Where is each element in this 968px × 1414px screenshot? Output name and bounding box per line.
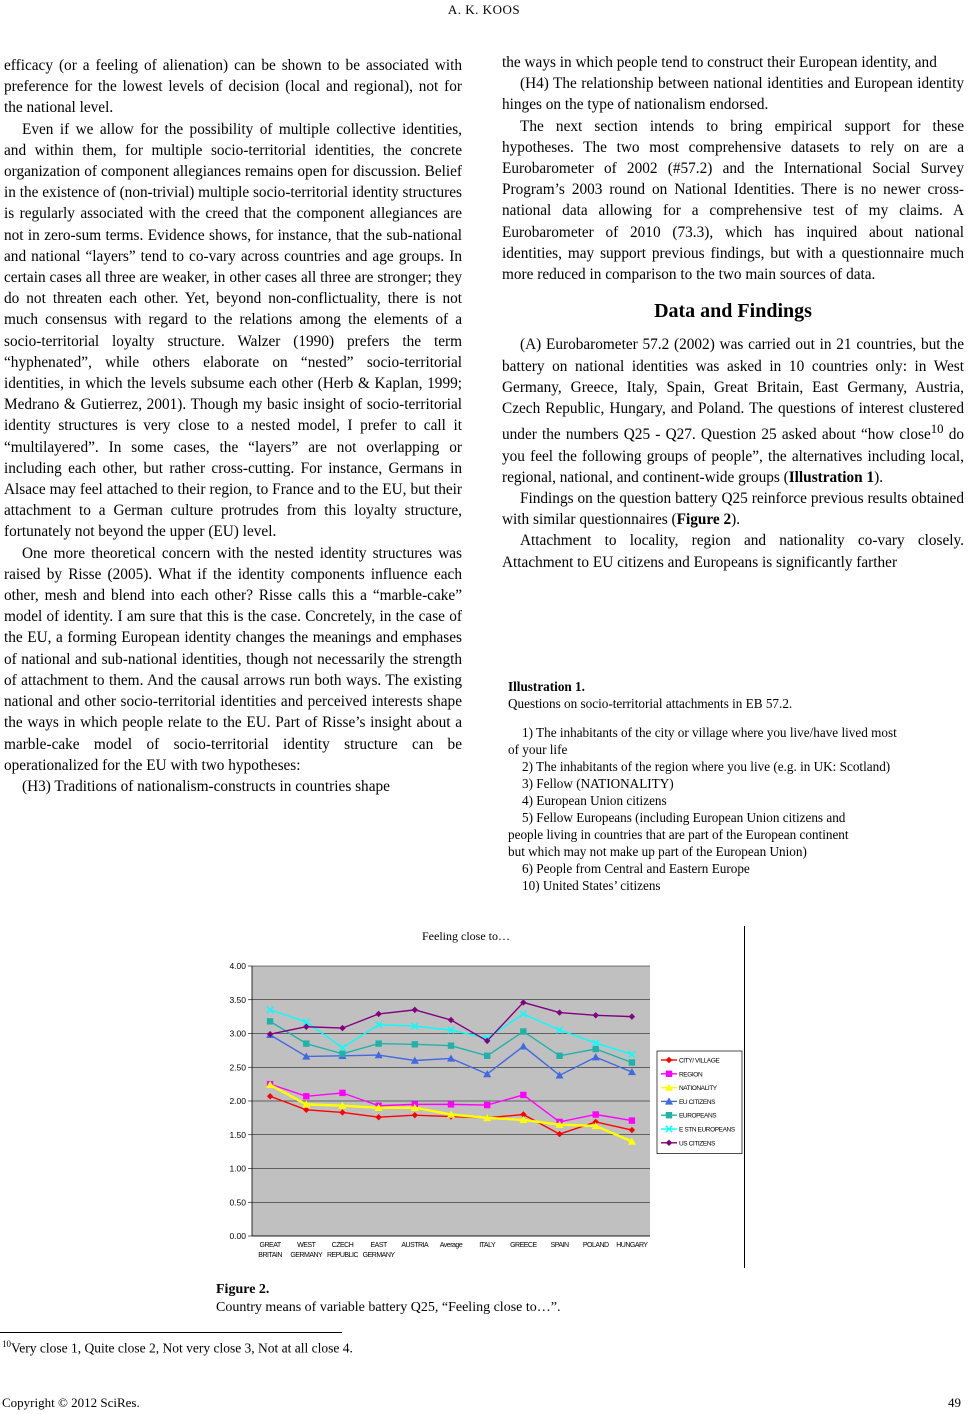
y-tick-label: 3.00 xyxy=(229,1028,246,1039)
illustration-item: people living in countries that are part of the European continent xyxy=(508,827,849,842)
data-point xyxy=(303,1093,309,1099)
data-point xyxy=(448,1042,454,1048)
left-column xyxy=(4,55,462,797)
p4-text-b: do you feel the following groups of people”, the alternatives including local, regional, national, and continent-wide groups ( xyxy=(502,426,964,486)
right-paragraph-3: The next section intends to bring empirical support for these hypotheses. The two most comprehensive datasets to rely on are a Eurobarometer of 2002 (#57.2) and the International Social Survey Program’s 2003 round on National Identities. There is no newer cross-national data allowing for a comprehensive test of my claims. A Eurobarometer of 2010 (73.3), which has inquired about national identities, may support previous findings, but with a questionnaire much more reduced in comparison to the two main sources of data. xyxy=(502,117,964,284)
data-point xyxy=(484,1053,490,1059)
legend-label: NATIONALITY xyxy=(679,1085,717,1093)
x-tick-label: WEST GERMANY xyxy=(290,1242,323,1259)
p5-text-c: ). xyxy=(731,511,741,529)
y-tick-label: 1.00 xyxy=(229,1163,246,1174)
illustration-item: 10) United States’ citizens xyxy=(522,878,661,893)
data-point xyxy=(666,1071,672,1077)
legend-label: US CITIZENS xyxy=(679,1140,716,1148)
figure-caption-text: Country means of variable battery Q25, “Feeling close to…”. xyxy=(216,1300,561,1315)
legend-label: CITY/ VILLAGE xyxy=(679,1057,720,1065)
left-paragraph-2: Even if we allow for the possibility of multiple collective identities, and within them, for multiple socio-territorial identities, the concrete organization of component allegiances remains open for discussion. Belief in the existence of (non-trivial) multiple socio-territorial identity structures is regularly associated with the creed that the component allegiances are not in zero-sum terms. Evidence shows, for instance, that the sub-national and national “layers” tend to co-vary across countries and age groups. In certain cases all three are weaker, in other cases all three are stronger; they do not threaten each other. Yet, beyond non-conflictuality, there is not much consensus with regard to the relations among the elements of a socio-territorial loyalty structure. Walzer (1990) prefers the term “hyphenated”, while others elaborate on “nested” socio-territorial identities, in which the levels subsume each other (Herb & Kaplan, 1999; Medrano & Gutierrez, 2001). Though my basic insight of socio-territorial identity structures is very close to a nested model, I prefer to call it “multilayered”. In some cases, the “layers” are not overlapping or including each other, but rather cross-cutting. For instance, Germans in Alsace may feel attached to their region, to France and to the EU, but their attachment to a German culture protrudes from this loyalty structure, fortunately not beyond the upper (EU) level. xyxy=(4,120,462,541)
data-point xyxy=(375,1040,381,1046)
data-point xyxy=(448,1101,454,1107)
p4-text-a: (A) Eurobarometer 57.2 (2002) was carried out in 21 countries, but the battery on national identities was asked in 10 countries only: in West Germany, Greece, Italy, Spain, Great Britain, East Germany, Austria, Czech Republic, Hungary, and Poland. The questions of interest clustered under the numbers Q25 - Q27. Question 25 asked about “how close xyxy=(502,336,964,444)
x-tick-label: EAST GERMANY xyxy=(362,1242,395,1259)
right-paragraph-5 xyxy=(502,488,964,530)
illustration-item: 2) The inhabitants of the region where you live (e.g. in UK: Scotland) xyxy=(522,759,891,774)
line-chart xyxy=(196,926,746,1268)
figure-border-line xyxy=(744,926,745,1268)
illustration-item: 3) Fellow (NATIONALITY) xyxy=(522,776,674,791)
x-tick-label: HUNGARY xyxy=(616,1242,648,1249)
x-tick-label: POLAND xyxy=(582,1242,609,1249)
section-title: Data and Findings xyxy=(654,300,812,323)
data-point xyxy=(593,1046,599,1052)
x-tick-label: Average xyxy=(439,1242,463,1249)
y-tick-label: 4.00 xyxy=(229,961,246,971)
legend xyxy=(657,1051,742,1154)
illustration-item: 5) Fellow Europeans (including European Union citizens and xyxy=(522,810,846,825)
running-header: A. K. KOOS xyxy=(447,2,521,17)
x-tick-label: ITALY xyxy=(479,1242,496,1249)
data-point xyxy=(520,1028,526,1034)
x-tick-label: CZECH REPUBLIC xyxy=(326,1242,358,1259)
x-tick-label: AUSTRIA xyxy=(401,1242,429,1249)
y-tick-label: 1.50 xyxy=(229,1129,246,1140)
illustration-item: 6) People from Central and Eastern Europe xyxy=(522,861,750,876)
y-tick-label: 3.50 xyxy=(229,994,246,1005)
data-point xyxy=(303,1040,309,1046)
figure-title: Figure 2. xyxy=(216,1282,270,1297)
x-tick-label: GREECE xyxy=(510,1242,537,1249)
y-tick-label: 2.00 xyxy=(229,1096,246,1106)
data-point xyxy=(484,1102,490,1108)
data-point xyxy=(593,1111,599,1117)
illustration-subtitle: Questions on socio-territorial attachments in EB 57.2. xyxy=(508,696,793,711)
right-paragraph-4 xyxy=(502,334,964,488)
footnote-divider xyxy=(0,1332,342,1333)
data-point xyxy=(339,1090,345,1096)
y-tick-label: 0.50 xyxy=(229,1197,246,1208)
data-point xyxy=(520,1092,526,1098)
footnote-text: Very close 1, Quite close 2, Not very close 3, Not at all close 4. xyxy=(11,1340,353,1356)
data-point xyxy=(629,1059,635,1065)
page-number: 49 xyxy=(948,1395,961,1410)
illustration-item: 1) The inhabitants of the city or village where you live/have lived most xyxy=(522,725,897,740)
figure-caption xyxy=(216,1281,560,1317)
illustration-title: Illustration 1. xyxy=(508,679,585,694)
y-tick-label: 0.00 xyxy=(229,1231,246,1241)
y-tick-label: 2.50 xyxy=(229,1062,246,1073)
right-paragraph-6: Attachment to locality, region and nationality co-vary closely. Attachment to EU citizens and Europeans is significantly farther xyxy=(502,532,964,571)
legend-label: REGION xyxy=(679,1071,703,1079)
data-point xyxy=(267,1018,273,1024)
data-point xyxy=(556,1053,562,1059)
copyright: Copyright © 2012 SciRes. xyxy=(2,1395,140,1410)
footnote-ref[interactable]: 10 xyxy=(930,422,944,437)
x-axis-ticks xyxy=(258,1242,648,1259)
p4-text-c: ). xyxy=(874,468,884,486)
data-point xyxy=(666,1112,672,1118)
p5-text-a: Findings on the question battery Q25 reinforce previous results obtained with similar questionnaires ( xyxy=(502,489,964,529)
data-point xyxy=(339,1051,345,1057)
figure-ref[interactable]: Figure 2 xyxy=(676,511,732,529)
illustration-box xyxy=(508,678,958,894)
right-paragraph-2: (H4) The relationship between national identities and European identity hinges on the type of nationalism endorsed. xyxy=(502,75,964,114)
x-tick-label: SPAIN xyxy=(550,1242,569,1249)
right-column xyxy=(502,52,964,573)
legend-label: EUROPEANS xyxy=(679,1112,717,1120)
data-point xyxy=(412,1041,418,1047)
footnote-number: 10 xyxy=(2,1339,11,1349)
illustration-item: 4) European Union citizens xyxy=(522,793,667,808)
x-tick-label: GREAT BRITAIN xyxy=(258,1242,282,1259)
left-paragraph-4: (H3) Traditions of nationalism-constructs in countries shape xyxy=(22,777,390,795)
legend-label: EU CITIZENS xyxy=(679,1098,716,1106)
chart-title: Feeling close to… xyxy=(422,929,510,943)
illustration-item: of your life xyxy=(508,742,568,757)
left-paragraph-3: One more theoretical concern with the nested identity structures was raised by Risse (2005). What if the identity components influence each other, mesh and blend into each other? Risse calls this a “marble-cake” model of identity. I am sure that this is the case. Concretely, in the case of the EU, a forming European identity changes the meanings and emphases of national and sub-national identities, though not necessarily the strength of attachment to them. And the causal arrows run both ways. The existing national and other socio-territorial identities and perceived interests shape the ways in which people relate to the EU. Part of Risse’s insight about a marble-cake model of socio-territorial identity structure can be operationalized for the EU with two hypotheses: xyxy=(4,544,462,774)
legend-label: E STN EUROPEANS xyxy=(679,1126,735,1134)
footnote xyxy=(2,1339,353,1357)
right-paragraph-1: the ways in which people tend to construct their European identity, and xyxy=(502,54,937,71)
left-paragraph-1: efficacy (or a feeling of alienation) can be shown to be associated with preference for the lowest levels of decision (local and regional), not for the national level. xyxy=(4,57,462,117)
illustration-ref[interactable]: Illustration 1 xyxy=(788,468,875,486)
data-point xyxy=(629,1117,635,1123)
illustration-item: but which may not make up part of the European Union) xyxy=(508,844,807,859)
